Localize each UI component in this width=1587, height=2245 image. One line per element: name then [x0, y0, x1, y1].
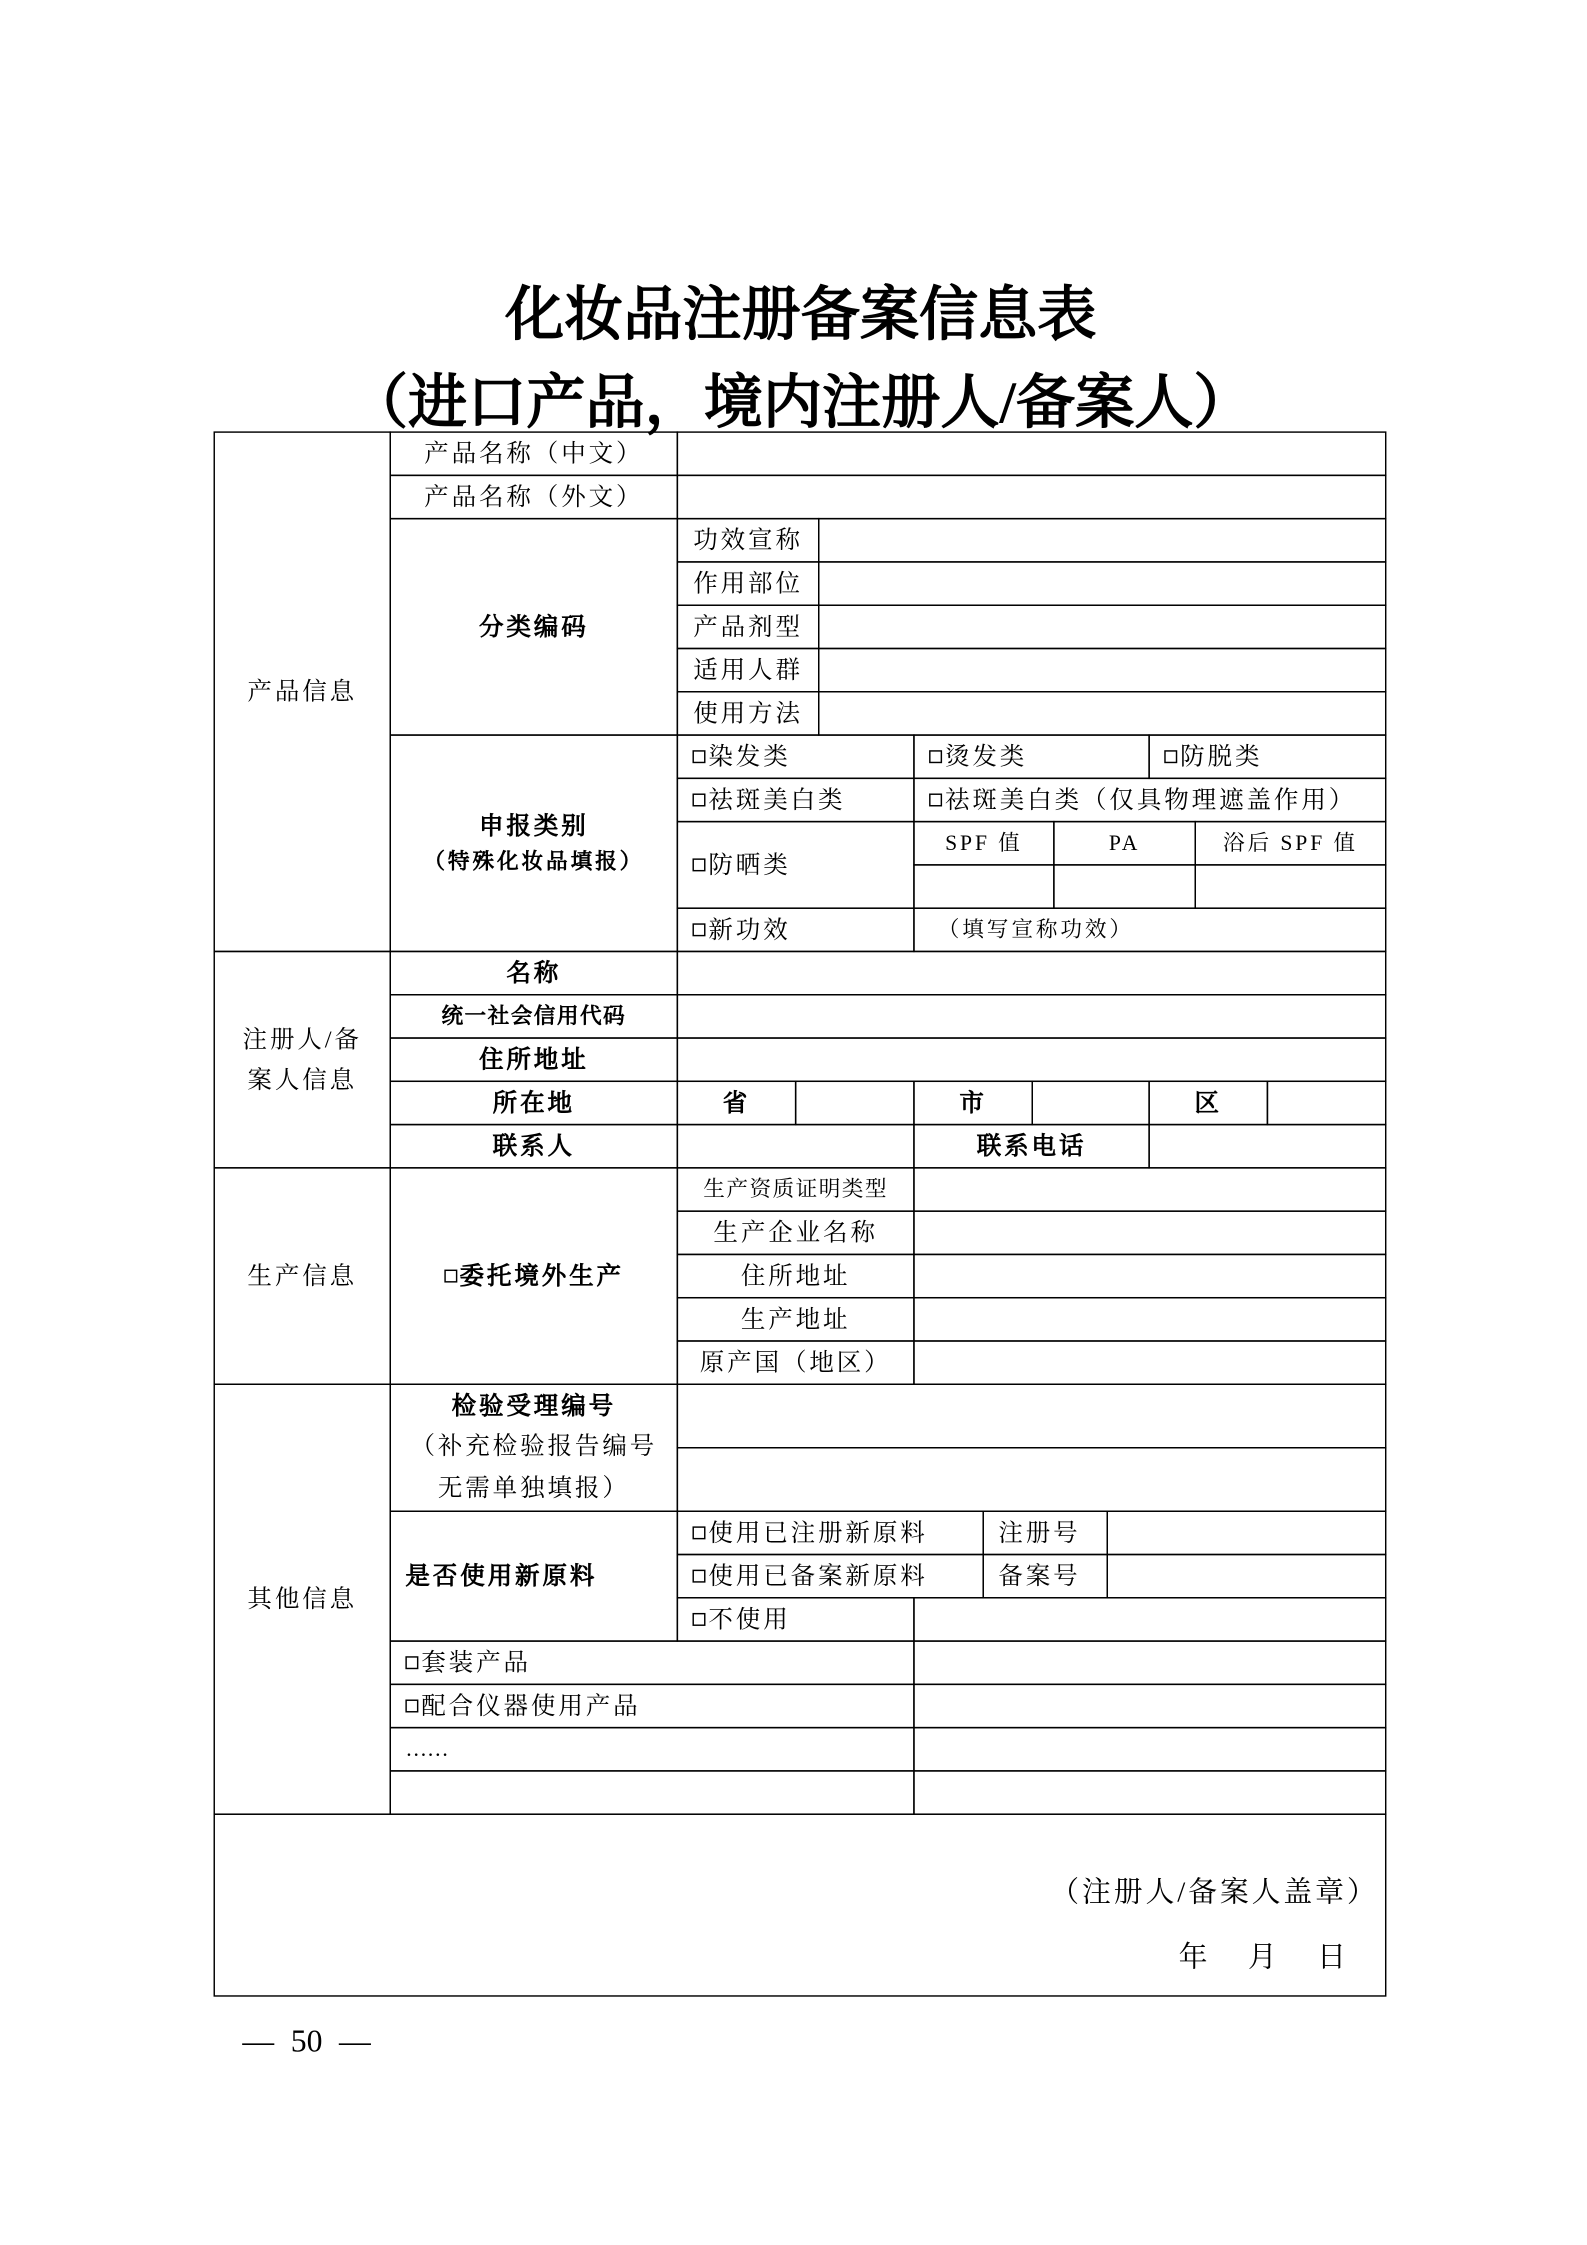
field-spf-after-bath[interactable] [1195, 864, 1387, 909]
field-origin-country[interactable] [913, 1340, 1386, 1385]
date-label: 年 月 日 [1178, 1941, 1352, 1974]
label-qualification-type: 生产资质证明类型 [677, 1167, 915, 1212]
label-classification: 分类编码 [390, 518, 679, 736]
seal-label: （注册人/备案人盖章） [1050, 1876, 1379, 1909]
section-registrant [214, 951, 391, 1169]
field-not-used[interactable] [913, 1597, 1386, 1642]
checkbox[interactable] [692, 858, 705, 871]
option-anti-hair-loss[interactable] [1148, 734, 1386, 779]
checkbox[interactable] [929, 750, 942, 763]
label-name-foreign: 产品名称（外文） [390, 475, 679, 520]
field-registrant-name[interactable] [677, 951, 1387, 996]
option-label: 新功效 [708, 915, 791, 944]
option-label: 防脱类 [1180, 742, 1263, 771]
checkbox[interactable] [405, 1700, 418, 1713]
label-district: 区 [1148, 1081, 1268, 1126]
field-province[interactable] [795, 1081, 915, 1126]
field-manufacturer[interactable] [913, 1210, 1386, 1255]
label-address: 住所地址 [390, 1037, 679, 1082]
field-manufacturer-address[interactable] [913, 1254, 1386, 1299]
option-used-filed[interactable] [677, 1554, 984, 1599]
field-city[interactable] [1032, 1081, 1150, 1126]
field-new-efficacy[interactable]: （填写宣称功效） [913, 907, 1386, 952]
label-phone: 联系电话 [913, 1124, 1150, 1169]
header-pa: PA [1053, 821, 1196, 866]
option-new-efficacy[interactable] [677, 907, 915, 952]
field-credit-code[interactable] [677, 994, 1387, 1039]
section-production: 生产信息 [214, 1167, 391, 1385]
option-device-product[interactable] [390, 1684, 915, 1729]
label-credit-code: 统一社会信用代码 [390, 994, 679, 1039]
header-spf: SPF 值 [913, 821, 1054, 866]
label-origin-country: 原产国（地区） [677, 1340, 915, 1385]
section-product: 产品信息 [214, 431, 391, 952]
checkbox[interactable] [405, 1656, 418, 1669]
checkbox[interactable] [692, 1526, 705, 1539]
option-label: 委托境外生产 [459, 1262, 624, 1290]
label-target-group: 适用人群 [677, 648, 820, 693]
field-spf[interactable] [913, 864, 1054, 909]
label-city: 市 [913, 1081, 1033, 1126]
section-registrant-line1: 注册人/备 [242, 1026, 362, 1054]
inspection-title: 检验受理编号 [451, 1392, 617, 1421]
label-location: 所在地 [390, 1081, 679, 1126]
option-hair-dye[interactable] [677, 734, 915, 779]
field-blank-left[interactable] [390, 1770, 915, 1815]
section-other: 其他信息 [214, 1384, 391, 1815]
option-not-used[interactable] [677, 1597, 915, 1642]
option-label: 套装产品 [421, 1648, 531, 1677]
option-label: 使用已备案新原料 [708, 1562, 928, 1590]
field-inspection-2[interactable] [677, 1447, 1387, 1512]
field-dosage-form[interactable] [818, 604, 1386, 649]
field-efficacy-claim[interactable] [818, 518, 1386, 563]
field-device-product[interactable] [913, 1684, 1386, 1729]
label-registrant-name: 名称 [390, 951, 679, 996]
field-filing-no[interactable] [1107, 1554, 1387, 1599]
checkbox[interactable] [692, 1570, 705, 1583]
field-address[interactable] [677, 1037, 1387, 1082]
label-filing-no: 备案号 [982, 1554, 1108, 1599]
label-production-address: 生产地址 [677, 1297, 915, 1342]
field-target-group[interactable] [818, 648, 1386, 693]
option-label: 祛斑美白类（仅具物理遮盖作用） [944, 786, 1357, 814]
field-registration-no[interactable] [1107, 1511, 1387, 1556]
label-efficacy-claim: 功效宣称 [677, 518, 820, 563]
field-blank-right[interactable] [913, 1770, 1386, 1815]
field-phone[interactable] [1148, 1124, 1386, 1169]
label-contact: 联系人 [390, 1124, 679, 1169]
field-production-address[interactable] [913, 1297, 1386, 1342]
field-usage-method[interactable] [818, 691, 1386, 736]
form-subtitle: （进口产品，境内注册人/备案人） [348, 369, 1253, 436]
option-whitening-physical[interactable] [913, 778, 1386, 823]
label-name-cn: 产品名称（中文） [390, 431, 679, 476]
option-label: 祛斑美白类 [708, 786, 846, 814]
option-overseas-production[interactable] [390, 1167, 679, 1385]
option-whitening[interactable] [677, 778, 915, 823]
field-qualification-type[interactable] [913, 1167, 1386, 1212]
checkbox[interactable] [692, 793, 705, 806]
label-usage-method: 使用方法 [677, 691, 820, 736]
option-label: 烫发类 [944, 742, 1028, 771]
checkbox[interactable] [692, 750, 705, 763]
inspection-note-2: 无需单独填报） [437, 1473, 630, 1502]
label-manufacturer: 生产企业名称 [677, 1210, 915, 1255]
category-note: （特殊化妆品填报） [423, 851, 645, 875]
field-kit-product[interactable] [913, 1640, 1386, 1685]
label-registration-no: 注册号 [982, 1511, 1108, 1556]
checkbox[interactable] [692, 1613, 705, 1626]
field-name-cn[interactable] [677, 431, 1387, 476]
label-dosage-form: 产品剂型 [677, 604, 820, 649]
field-inspection-1[interactable] [677, 1384, 1387, 1449]
option-label: 防晒类 [708, 851, 791, 879]
option-label: 不使用 [708, 1605, 791, 1634]
label-manufacturer-address: 住所地址 [677, 1254, 915, 1299]
field-pa[interactable] [1053, 864, 1196, 909]
label-inspection [390, 1384, 679, 1512]
checkbox[interactable] [444, 1270, 457, 1283]
label-application-area: 作用部位 [677, 561, 820, 606]
section-registrant-line2: 案人信息 [247, 1065, 358, 1093]
inspection-note-1: （补充检验报告编号 [410, 1433, 658, 1461]
label-province: 省 [677, 1081, 797, 1126]
field-name-foreign[interactable] [677, 475, 1387, 520]
option-sunscreen[interactable] [677, 821, 915, 909]
field-district[interactable] [1267, 1081, 1387, 1126]
checkbox[interactable] [929, 793, 942, 806]
option-used-registered[interactable] [677, 1511, 984, 1556]
checkbox[interactable] [1164, 750, 1177, 763]
header-spf-after-bath: 浴后 SPF 值 [1195, 821, 1387, 866]
label-new-material: 是否使用新原料 [390, 1511, 679, 1642]
option-kit-product[interactable] [390, 1640, 915, 1685]
option-label: 使用已注册新原料 [708, 1519, 928, 1547]
form-title: 化妆品注册备案信息表 [504, 281, 1097, 348]
option-perm[interactable] [913, 734, 1150, 779]
category-title: 申报类别 [478, 812, 589, 840]
checkbox[interactable] [692, 923, 705, 936]
field-more[interactable] [913, 1727, 1386, 1772]
option-label: 染发类 [708, 742, 791, 771]
label-more: …… [390, 1727, 915, 1772]
label-category [390, 734, 679, 952]
field-contact[interactable] [677, 1124, 915, 1169]
option-label: 配合仪器使用产品 [421, 1692, 641, 1720]
page-number: — 50 — [242, 2022, 371, 2059]
field-application-area[interactable] [818, 561, 1386, 606]
